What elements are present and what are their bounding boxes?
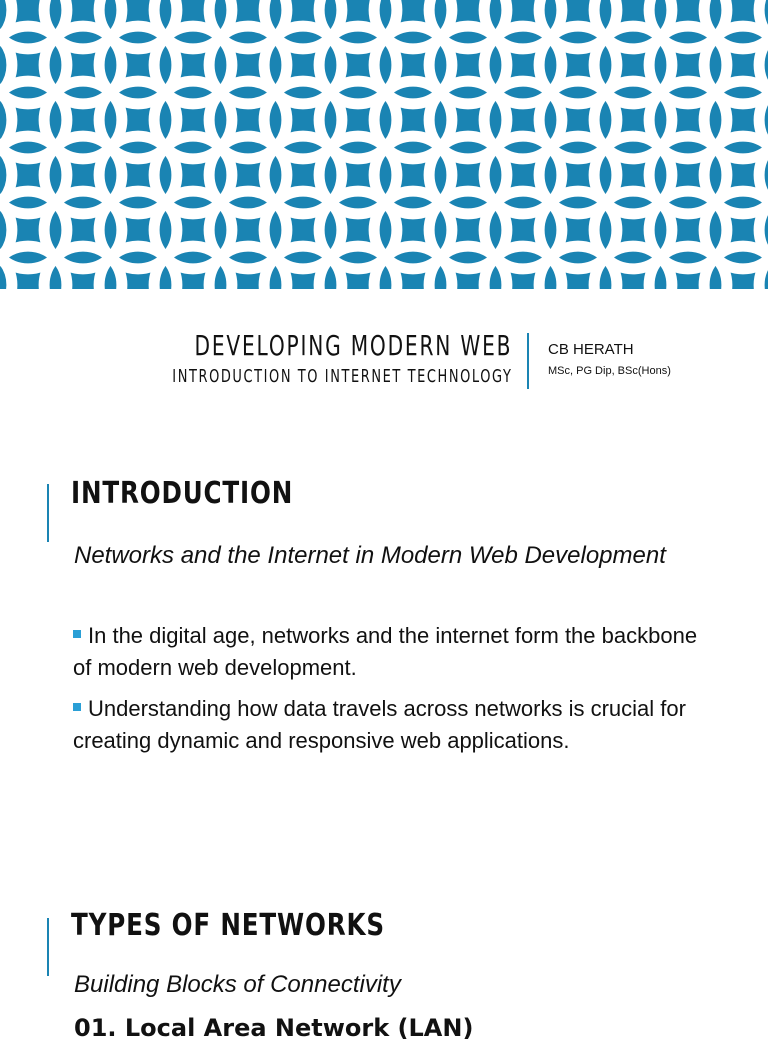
title-slide (0, 289, 768, 439)
bullet-text: Understanding how data travels across networks is crucial for creating dynamic and responsive web applications. (73, 696, 686, 753)
accent-bar (47, 918, 49, 976)
bullet-marker (73, 630, 81, 638)
section-heading: INTRODUCTION (71, 476, 294, 511)
presentation-subtitle: INTRODUCTION TO INTERNET TECHNOLOGY (171, 366, 512, 387)
author-name: CB HERATH (548, 341, 634, 358)
author-credentials: MSc, PG Dip, BSc(Hons) (548, 365, 671, 377)
list-item (73, 620, 713, 684)
presentation-title: DEVELOPING MODERN WEB (194, 329, 512, 362)
list-item: 01. Local Area Network (LAN) (74, 1014, 474, 1042)
types-of-networks-slide (0, 903, 768, 1042)
bullet-marker (73, 703, 81, 711)
section-subtitle: Networks and the Internet in Modern Web Development (74, 542, 666, 569)
list-item (73, 693, 713, 757)
introduction-slide (0, 470, 768, 800)
accent-bar (47, 484, 49, 542)
decorative-pattern-banner (0, 0, 768, 289)
interlocking-circles-pattern (0, 0, 768, 289)
title-divider (527, 333, 529, 389)
bullet-text: In the digital age, networks and the internet form the backbone of modern web development. (73, 623, 698, 680)
section-subtitle: Building Blocks of Connectivity (74, 971, 401, 998)
section-heading: TYPES OF NETWORKS (71, 908, 385, 943)
